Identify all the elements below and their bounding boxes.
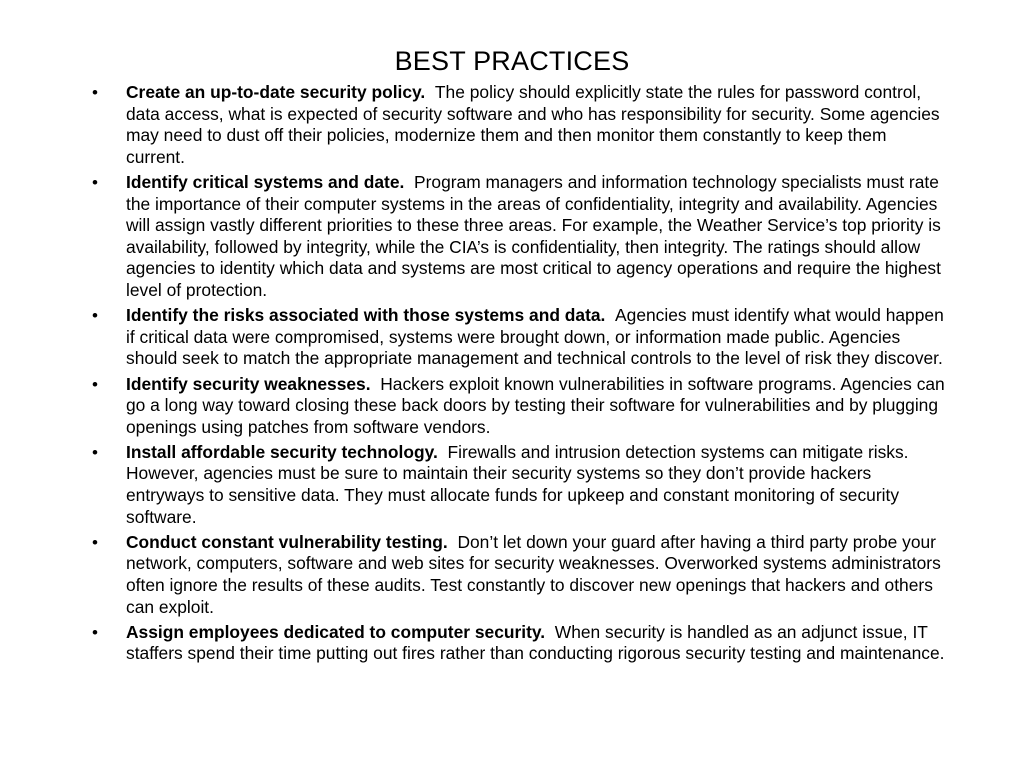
list-item <box>85 374 945 439</box>
list-item <box>85 442 945 528</box>
item-text: Hackers exploit known vulnerabilities in software programs. Agencies can go a long way toward closing these back doors by testing their software for vulnerabilities and by plugging openings using patches from software vendors. <box>126 373 945 437</box>
bullet-icon: • <box>92 532 98 552</box>
item-heading: Identify security weaknesses. <box>126 373 371 394</box>
item-heading: Identify the risks associated with those systems and data. <box>126 305 606 326</box>
bullet-icon: • <box>92 172 98 192</box>
item-text: When security is handled as an adjunct issue, IT staffers spend their time putting out fires rather than conducting rigorous security testing and maintenance. <box>126 621 945 664</box>
bullet-icon: • <box>92 622 98 642</box>
page-title: BEST PRACTICES <box>394 46 630 76</box>
item-heading: Install affordable security technology. <box>126 441 438 462</box>
item-text: Don’t let down your guard after having a third party probe your network, computers, software and web sites for security weaknesses. Overworked systems administrators often ignore the results of these audits. Test constantly to discover new openings that hackers and others can exploit. <box>126 531 941 617</box>
item-heading: Conduct constant vulnerability testing. <box>126 531 448 552</box>
bullet-icon: • <box>92 306 98 326</box>
list-item <box>85 305 945 370</box>
best-practices-list <box>85 82 945 669</box>
bullet-icon: • <box>92 374 98 394</box>
list-item <box>85 622 945 665</box>
item-text: Firewalls and intrusion detection systems can mitigate risks. However, agencies must be sure to maintain their security systems so they don’t provide hackers entryways to sensitive data. They must allocate funds for upkeep and constant monitoring of security software. <box>126 441 909 527</box>
item-text: Program managers and information technology specialists must rate the importance of their computer systems in the areas of confidentiality, integrity and availability. Agencies will assign vastly different priorities to these three areas. For example, the Weather Service’s top priority is availability, followed by integrity, while the CIA’s is confidentiality, then integrity. The ratings should allow agencies to identity which data and systems are most critical to agency operations and require the highest level of protection. <box>126 171 941 300</box>
item-heading: Assign employees dedicated to computer security. <box>126 621 546 642</box>
item-text: The policy should explicitly state the rules for password control, data access, what is expected of security software and who has responsibility for security. Some agencies may need to dust off their policies, modernize them and then monitor them constantly to keep them current. <box>126 82 940 167</box>
list-item <box>85 82 945 168</box>
item-heading: Identify critical systems and date. <box>126 171 405 192</box>
bullet-icon: • <box>92 83 98 102</box>
item-heading: Create an up-to-date security policy. <box>126 82 426 102</box>
bullet-icon: • <box>92 442 98 462</box>
list-item <box>85 532 945 618</box>
list-item <box>85 172 945 302</box>
item-text: Agencies must identify what would happen if critical data were compromised, systems were brought down, or information made public. Agencies should seek to match the appropriate management and technical controls to the level of risk they discover. <box>126 305 944 369</box>
